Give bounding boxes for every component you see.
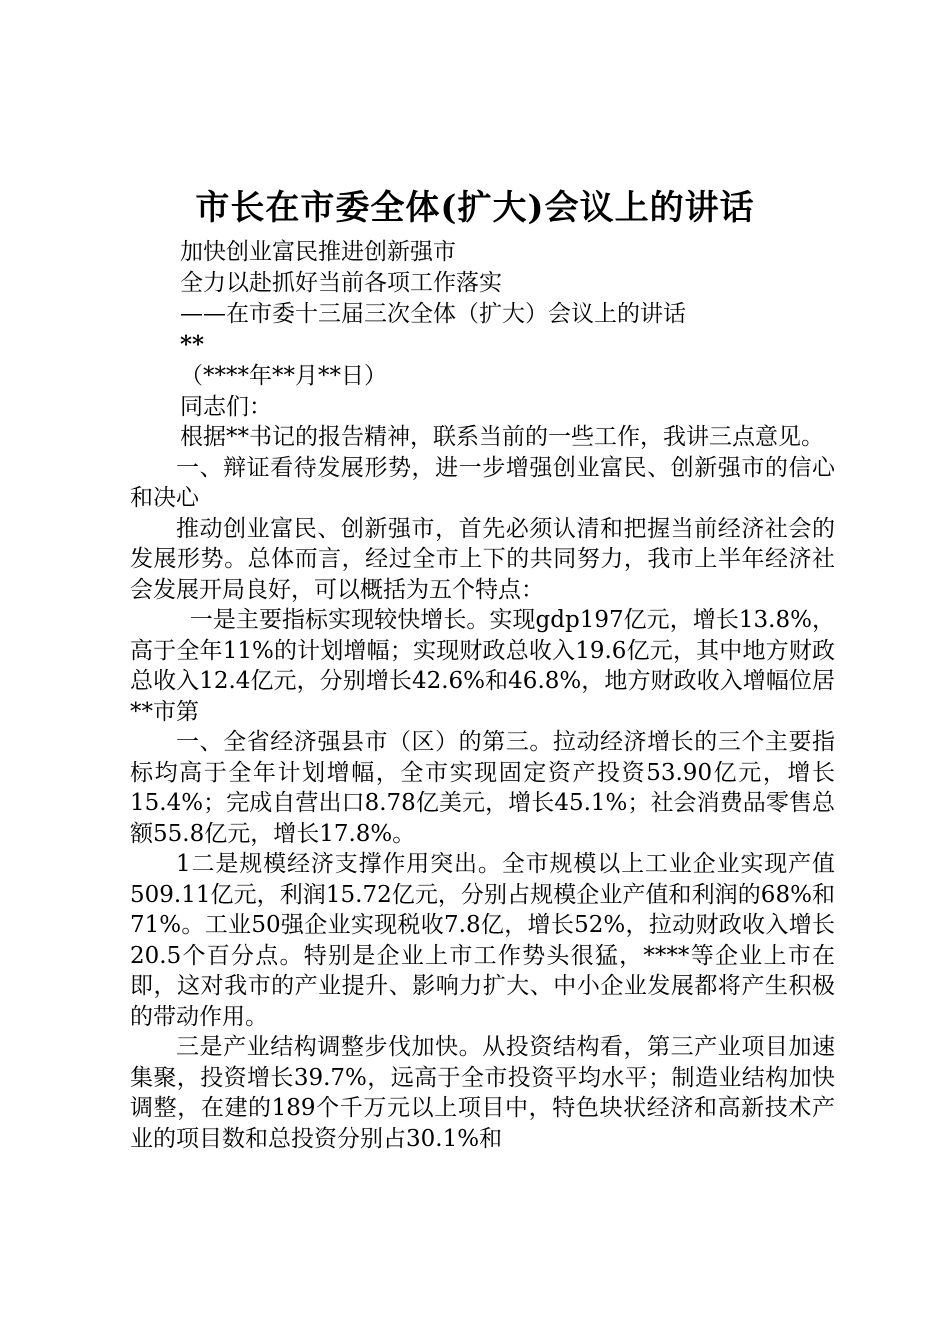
salutation: 同志们： [180, 394, 272, 420]
paragraph: 推动创业富民、创新强市，首先必须认清和把握当前经济社会的发展形势。总体而言，经过全市上下的共同努力，我市上半年经济社会发展开局良好，可以概括为五个特点： [130, 515, 835, 603]
section-heading: 一、辩证看待发展形势，进一步增强创业富民、创新强市的信心和决心 [130, 454, 835, 511]
subtitle-line-3: ——在市委十三届三次全体（扩大）会议上的讲话 [180, 301, 686, 327]
document-title: 市长在市委全体(扩大)会议上的讲话 [195, 188, 755, 228]
subtitle-line-2: 全力以赴抓好当前各项工作落实 [180, 270, 502, 296]
paragraph: 一、全省经济强县市（区）的第三。拉动经济增长的三个主要指标均高于全年计划增幅，全市实现固定资产投资53.90亿元，增长15.4%；完成自营出口8.78亿美元，增长45.1%；社会消费品零售总额55.8亿元，增长17.8%。 [130, 729, 835, 847]
speaker-name: ** [180, 331, 205, 358]
speech-body [130, 422, 835, 1154]
paragraph: 1二是规模经济支撑作用突出。全市规模以上工业企业实现产值509.11亿元，利润15.72亿元，分别占规模企业产值和利润的68%和71%。工业50强企业实现税收7.8亿，增长52%，拉动财政收入增长20.5个百分点。特别是企业上市工作势头很猛，****等企业上市在即，这对我市的产业提升、影响力扩大、中小企业发展都将产生积极的带动作用。 [130, 851, 835, 1030]
speech-date: （****年**月**日） [180, 363, 387, 389]
subtitle-line-1: 加快创业富民推进创新强市 [180, 239, 456, 265]
paragraph: 根据**书记的报告精神，联系当前的一些工作，我讲三点意见。 [180, 424, 824, 450]
paragraph: 三是产业结构调整步伐加快。从投资结构看，第三产业项目加速集聚，投资增长39.7%，远高于全市投资平均水平；制造业结构加快调整，在建的189个千万元以上项目中，特色块状经济和高新技术产业的项目数和总投资分别占30.1%和 [130, 1034, 835, 1152]
paragraph: 一是主要指标实现较快增长。实现gdp197亿元，增长13.8%，高于全年11%的计划增幅；实现财政总收入19.6亿元，其中地方财政总收入12.4亿元，分别增长42.6%和46.8%，地方财政收入增幅位居**市第 [130, 607, 835, 725]
